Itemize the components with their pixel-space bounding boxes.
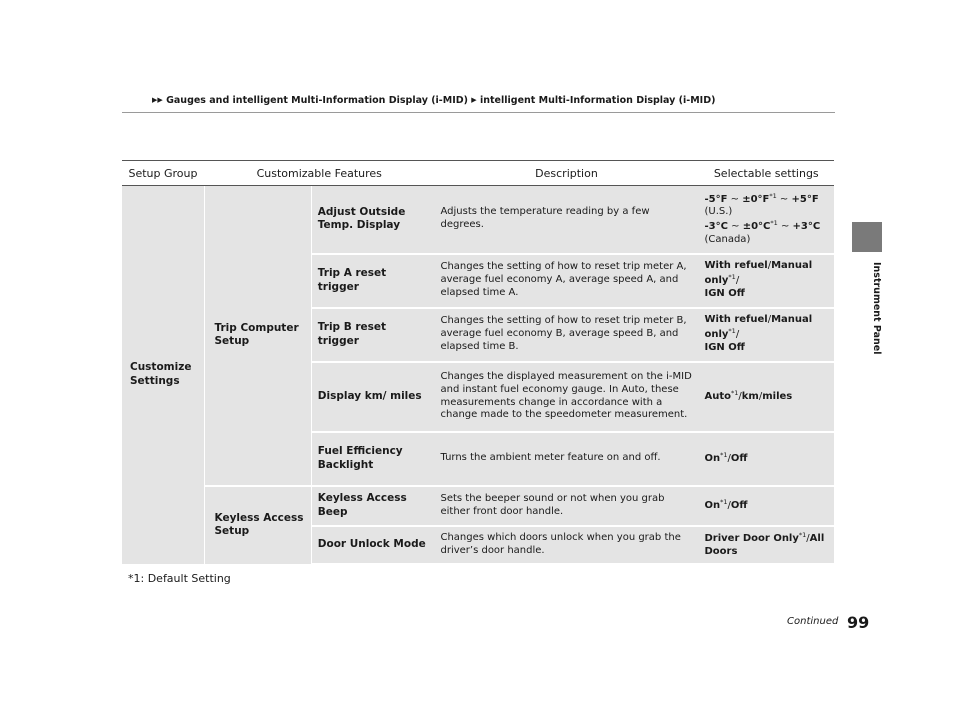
feature-description: Sets the beeper sound or not when you grab either front door handle. <box>434 486 698 526</box>
feature-description: Changes the displayed measurement on the i-MID and instant fuel economy gauge. In Auto, these measurements change in accordance with a change made to the speedometer measurement. <box>434 362 698 432</box>
section-tab-label[interactable]: Instrument Panel <box>871 262 882 355</box>
customize-settings-table <box>122 160 834 565</box>
feature-name: Keyless Access Beep <box>311 486 434 526</box>
table-header-row <box>122 161 834 186</box>
double-arrow-icon: ▶▶ <box>152 96 163 104</box>
selectable-setting: Auto$^{*1}$/km/miles <box>698 362 834 432</box>
feature-description: Changes the setting of how to reset trip meter B, average fuel economy B, average speed B, and elapsed time B. <box>434 308 698 362</box>
breadcrumb <box>152 95 715 106</box>
header-setup-group: Setup Group <box>122 161 204 186</box>
selectable-setting: Driver Door Only$^{*1}$/All Doors <box>698 526 834 564</box>
breadcrumb-part-1[interactable]: Gauges and intelligent Multi-Information Display (i-MID) <box>166 95 468 106</box>
feature-name: Trip B reset trigger <box>311 308 434 362</box>
selectable-setting: With refuel/Manual only$^{*1}$/ IGN Off <box>698 254 834 308</box>
table-row <box>122 486 834 526</box>
continued-label: Continued <box>787 616 839 627</box>
selectable-setting: On$^{*1}$/Off <box>698 432 834 486</box>
selectable-setting: With refuel/Manual only$^{*1}$/ IGN Off <box>698 308 834 362</box>
selectable-setting: On$^{*1}$/Off <box>698 486 834 526</box>
feature-description: Changes which doors unlock when you grab the driver’s door handle. <box>434 526 698 564</box>
feature-name: Door Unlock Mode <box>311 526 434 564</box>
feature-description: Turns the ambient meter feature on and off. <box>434 432 698 486</box>
header-customizable-features: Customizable Features <box>204 161 434 186</box>
breadcrumb-part-2[interactable]: intelligent Multi-Information Display (i-MID) <box>480 95 716 106</box>
arrow-icon: ▶ <box>471 96 477 104</box>
subgroup-trip-computer: Trip Computer Setup <box>204 186 311 486</box>
setup-group-cell: Customize Settings <box>122 186 204 564</box>
section-tab-marker <box>852 222 882 252</box>
feature-description: Changes the setting of how to reset trip meter A, average fuel economy A, average speed A, and elapsed time A. <box>434 254 698 308</box>
header-divider <box>122 112 835 113</box>
feature-name: Trip A reset trigger <box>311 254 434 308</box>
subgroup-keyless-access: Keyless Access Setup <box>204 486 311 564</box>
table-row <box>122 186 834 254</box>
feature-name: Display km/ miles <box>311 362 434 432</box>
footnote: *1: Default Setting <box>128 572 231 585</box>
feature-description: Adjusts the temperature reading by a few degrees. <box>434 186 698 254</box>
selectable-setting: -5°F ~ $\pm 0^\circ F^{*1}$ ~ +5°F (U.S.) -3°C ~ $\pm 0^\circ C^{*1}$ ~ +3°C (Canada) <box>698 186 834 254</box>
header-selectable-settings: Selectable settings <box>698 161 834 186</box>
feature-name: Adjust Outside Temp. Display <box>311 186 434 254</box>
feature-name: Fuel Efficiency Backlight <box>311 432 434 486</box>
header-description: Description <box>434 161 698 186</box>
page-number: 99 <box>847 613 870 632</box>
